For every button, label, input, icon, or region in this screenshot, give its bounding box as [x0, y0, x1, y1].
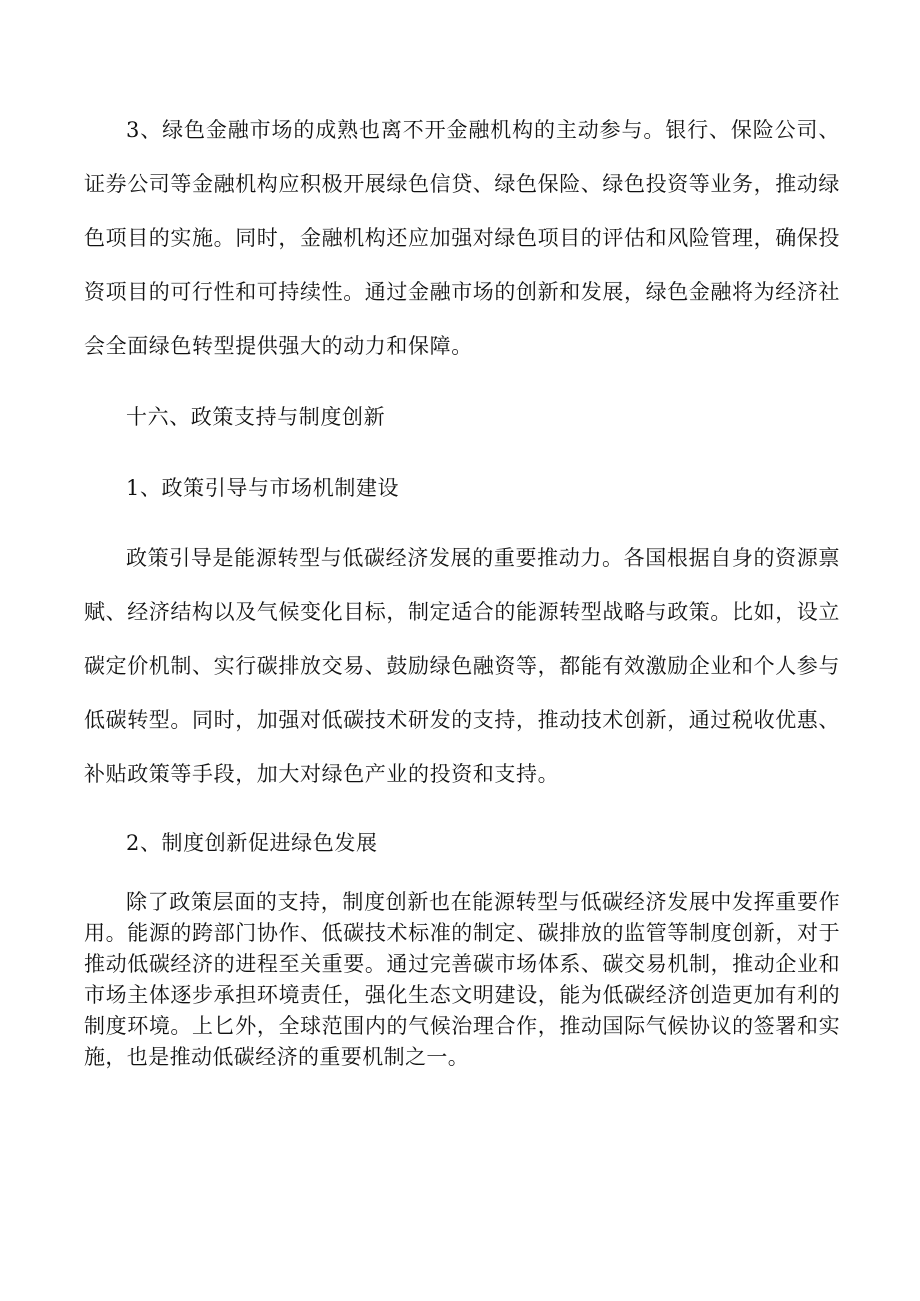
- paragraph-green-finance-institutions: 3、绿色金融市场的成熟也离不开金融机构的主动参与。银行、保险公司、证券公司等金融机构应积极开展绿色信贷、绿色保险、绿色投资等业务，推动绿色项目的实施。同时，金融机构还应加强对绿色项目的评估和风险管理，确保投资项目的可行性和可持续性。通过金融市场的创新和发展，绿色金融将为经济社会全面绿色转型提供强大的动力和保障。: [84, 118, 840, 358]
- section-heading-policy-support: 十六、政策支持与制度创新: [126, 405, 386, 429]
- subsection-heading-institutional-innovation: 2、制度创新促进绿色发展: [126, 831, 378, 855]
- paragraph-policy-guidance: 政策引导是能源转型与低碳经济发展的重要推动力。各国根据自身的资源禀赋、经济结构以及气候变化目标，制定适合的能源转型战略与政策。比如，设立碳定价机制、实行碳排放交易、鼓励绿色融资等，都能有效激励企业和个人参与低碳转型。同时，加强对低碳技术研发的支持，推动技术创新，通过税收优惠、补贴政策等手段，加大对绿色产业的投资和支持。: [84, 546, 840, 786]
- paragraph-institutional-innovation: 除了政策层面的支持，制度创新也在能源转型与低碳经济发展中发挥重要作用。能源的跨部门协作、低碳技术标准的制定、碳排放的监管等制度创新，对于推动低碳经济的进程至关重要。通过完善碳市场体系、碳交易机制，推动企业和市场主体逐步承担环境责任，强化生态文明建设，能为低碳经济创造更加有利的制度环境。上匕外，全球范围内的气候治理合作，推动国际气候协议的签署和实施，也是推动低碳经济的重要机制之一。: [84, 890, 840, 1069]
- subsection-heading-policy-guidance: 1、政策引导与市场机制建设: [126, 476, 400, 500]
